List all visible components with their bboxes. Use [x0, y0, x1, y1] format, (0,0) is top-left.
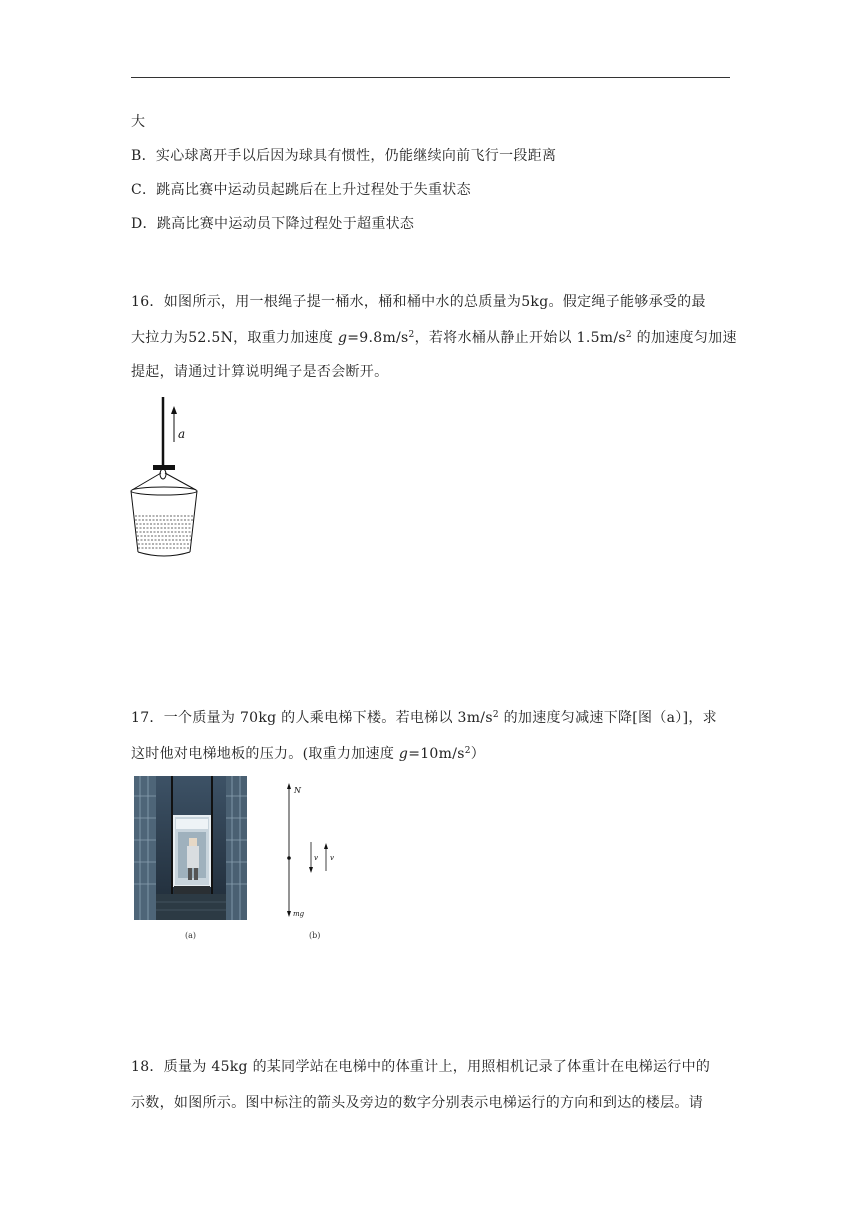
caption-b: (b) [309, 931, 321, 940]
bucket-figure [126, 394, 216, 564]
q16-line-3: 提起，请通过计算说明绳子是否会断开。 [131, 364, 389, 380]
caption-a: (a) [185, 931, 197, 940]
weight-label: mg [293, 910, 305, 918]
normal-force-label: N [294, 786, 301, 795]
option-b: B．实心球离开手以后因为球具有惯性，仍能继续向前飞行一段距离 [131, 148, 557, 164]
acceleration-label: a [178, 427, 186, 441]
q16-line-2: 大拉力为52.5N，取重力加速度 $g=9.8m/s^2$，若将水桶从静止开始以 $1.5m/s^2$ 的加速度匀加速 [131, 330, 737, 346]
option-d: D．跳高比赛中运动员下降过程处于超重状态 [131, 216, 415, 232]
header-rule [131, 77, 730, 78]
q17-line-2: 这时他对电梯地板的压力。(取重力加速度 $g=10m/s^2$） [131, 746, 486, 762]
option-a-continuation: 大 [131, 114, 146, 130]
q18-line-2: 示数，如图所示。图中标注的箭头及旁边的数字分别表示电梯运行的方向和到达的楼层。请 [131, 1095, 703, 1111]
option-c: C．跳高比赛中运动员起跳后在上升过程处于失重状态 [131, 182, 471, 198]
q17-line-1: 17．一个质量为 70kg 的人乘电梯下楼。若电梯以 $3m/s^2$ 的加速度匀减速下降[图（a）]，求 [131, 710, 717, 726]
q18-line-1: 18．质量为 45kg 的某同学站在电梯中的体重计上，用照相机记录了体重计在电梯运行中的 [131, 1059, 711, 1075]
q16-line-1: 16．如图所示，用一根绳子提一桶水，桶和桶中水的总质量为5kg。假定绳子能够承受的最 [131, 294, 706, 310]
force-diagram [280, 780, 350, 922]
elevator-photo [134, 776, 247, 920]
velocity-label-up: v [330, 854, 334, 862]
velocity-label-down: v [314, 854, 318, 862]
